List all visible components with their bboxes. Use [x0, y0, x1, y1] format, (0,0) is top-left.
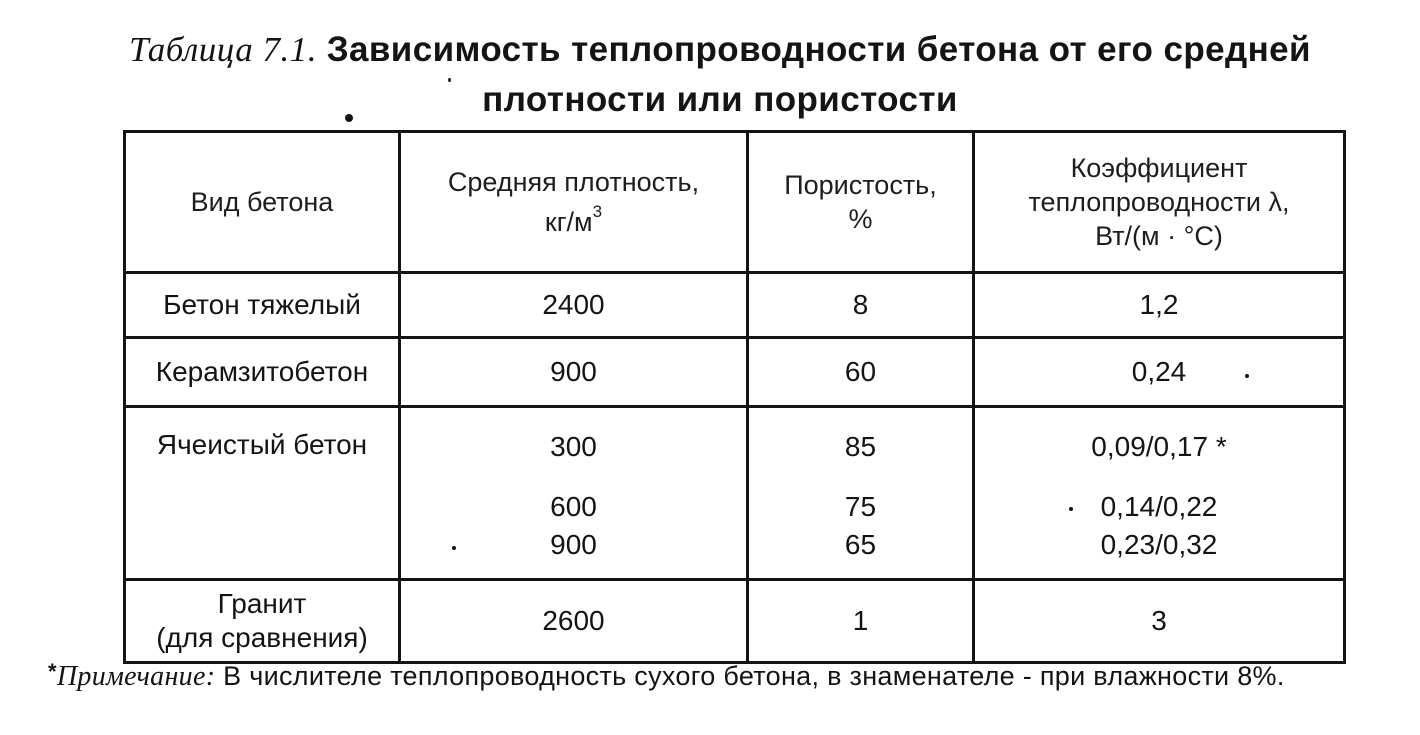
header-conductivity-unit: Вт/(м · °С) [1095, 221, 1223, 251]
cell-concrete-type: Керамзитобетон [125, 338, 400, 407]
header-density-unit-power: 3 [592, 202, 603, 221]
cell-concrete-type-label: Ячеистый бетон [156, 429, 368, 460]
cell-concrete-type [125, 407, 400, 580]
cell-concrete-type: Бетон тяжелый [125, 273, 400, 338]
conductivity-value: 0,09/0,17 * [1091, 431, 1227, 462]
footnote-asterisk: * [48, 659, 57, 684]
header-porosity-label: Пористость, [784, 170, 937, 200]
header-density-label: Средняя плотность, [447, 167, 700, 197]
scan-speck [345, 114, 353, 122]
header-concrete-type-label: Вид бетона [190, 187, 334, 217]
header-porosity [748, 132, 974, 273]
cell-concrete-type [125, 580, 400, 663]
scan-speck [448, 78, 451, 82]
cell-porosity: 60 [748, 338, 974, 407]
cell-conductivity: 0,24 [974, 338, 1345, 407]
table-number: Таблица 7.1. [129, 30, 317, 69]
cell-conductivity: 3 [974, 580, 1345, 663]
table-header-row [125, 132, 1345, 273]
cell-concrete-type-note: (для сравнения) [156, 622, 368, 653]
cell-porosity: 8 [748, 273, 974, 338]
header-conductivity-label: Коэффициент [1070, 153, 1248, 183]
conductivity-value: 0,14/0,22 [1100, 491, 1218, 522]
thermal-conductivity-table [123, 130, 1346, 664]
porosity-value: 75 [844, 491, 877, 522]
header-density-unit: кг/м [544, 207, 593, 237]
density-value: 300 [550, 431, 597, 462]
table-row [125, 338, 1345, 407]
cell-porosity: 1 [748, 580, 974, 663]
footnote-label: Примечание: [56, 661, 216, 692]
header-density [400, 132, 748, 273]
table-row [125, 407, 1345, 580]
cell-density: 900 [400, 338, 748, 407]
density-value: 900 [550, 529, 597, 560]
header-conductivity [974, 132, 1345, 273]
header-concrete-type [125, 132, 400, 273]
porosity-value: 65 [844, 529, 877, 560]
density-value: 600 [550, 491, 597, 522]
header-density-unit-line [407, 199, 740, 239]
cell-density: 2600 [400, 580, 748, 663]
cell-density: 2400 [400, 273, 748, 338]
footnote-text: В числителе теплопроводность сухого бетона, в знаменателе - при влажности 8%. [223, 661, 1285, 691]
cell-concrete-type-label: Гранит [217, 588, 307, 619]
table-title-text: Зависимость теплопроводности бетона от его средней [326, 30, 1311, 69]
table-row [125, 273, 1345, 338]
table-title-text-continued: плотности или пористости [482, 80, 958, 119]
porosity-value: 85 [844, 431, 877, 462]
table-row [125, 580, 1345, 663]
cell-porosity [748, 407, 974, 580]
table-title-line-1 [0, 28, 1420, 72]
conductivity-value: 0,23/0,32 [1100, 529, 1218, 560]
cell-conductivity [974, 407, 1345, 580]
header-porosity-unit: % [848, 204, 873, 234]
cell-density [400, 407, 748, 580]
table-footnote [48, 660, 1398, 693]
header-conductivity-label-2: теплопроводности λ, [1028, 187, 1290, 217]
table-title-line-2 [0, 78, 1420, 122]
cell-conductivity: 1,2 [974, 273, 1345, 338]
